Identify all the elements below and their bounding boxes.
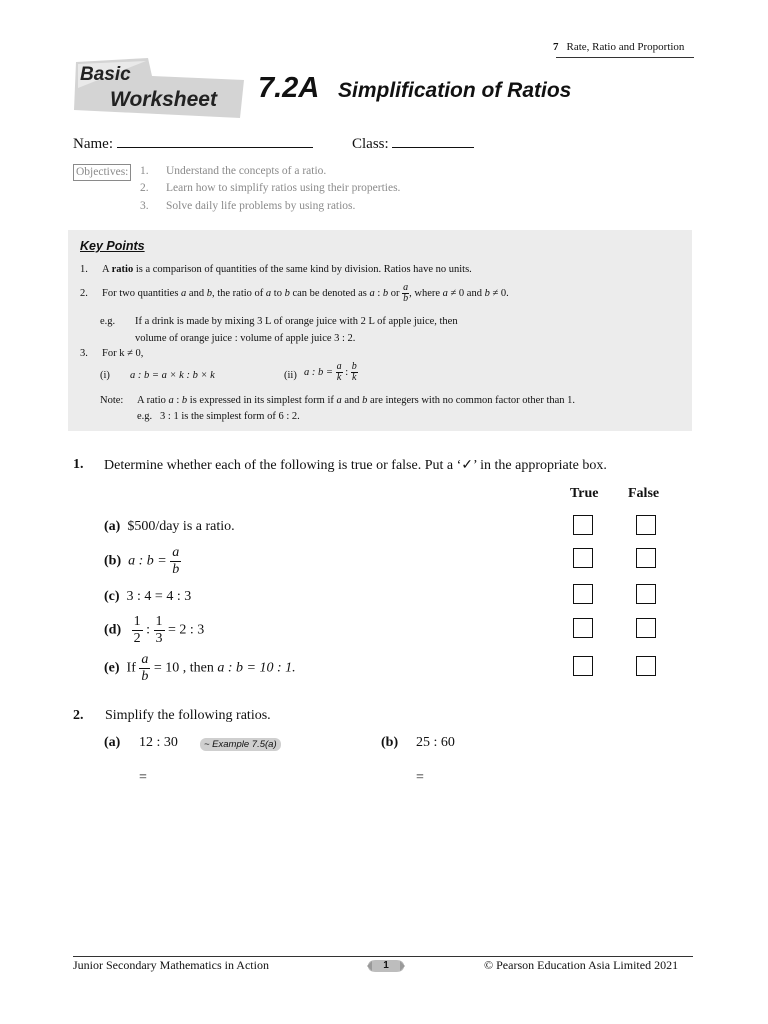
chapter-number: 7 [553, 41, 559, 53]
example-reference-tag: ~ Example 7.5(a) [200, 738, 281, 751]
q1-item-e: (e) If $\frac{a}{b}$ = 10 , then a : b = 10 : 1. [104, 652, 296, 684]
false-checkbox-a[interactable] [636, 515, 656, 535]
q1-item-a: (a) $500/day is a ratio. [104, 519, 235, 534]
q1-item-c: (c) 3 : 4 = 4 : 3 [104, 589, 192, 604]
name-blank[interactable] [117, 133, 313, 148]
fraction-a-over-k: $\frac{a}{k}$ [336, 361, 342, 383]
key-point-3-ii: a : b = $\frac{a}{k}$ : $\frac{b}{k}$ [304, 361, 357, 383]
key-point-example-label: e.g. [100, 316, 116, 327]
q1-prompt: Determine whether each of the following is true or false. Put a ‘✓’ in the appropriate box. [104, 458, 607, 473]
false-checkbox-e[interactable] [636, 656, 656, 676]
objective-item: 2. Learn how to simplify ratios using their properties. [140, 182, 401, 194]
key-point-3: 3. For k ≠ 0, [80, 348, 144, 359]
page-number: 1 [383, 960, 389, 971]
key-point-example-line2: volume of orange juice : volume of apple juice 3 : 2. [135, 333, 356, 344]
fraction-a-over-b: $\frac{a}{b}$ [403, 282, 409, 304]
class-field[interactable] [352, 133, 474, 153]
q2-a-label: (a) [104, 735, 121, 750]
false-checkbox-c[interactable] [636, 584, 656, 604]
q2-number: 2. [73, 708, 84, 723]
section-number: 7.2A [258, 72, 320, 104]
note-text: A ratio a : b is expressed in its simplest form if a and b are integers with no common factor other than 1. [137, 395, 576, 406]
q2-b-label: (b) [381, 735, 399, 750]
false-checkbox-d[interactable] [636, 618, 656, 638]
key-point-3-i-expr: a : b = a × k : b × k [130, 370, 215, 381]
name-field[interactable] [73, 133, 313, 153]
key-point-1: 1. A ratio is a comparison of quantities of the same kind by division. Ratios have no units. [80, 264, 472, 275]
fraction-one-third: $\frac{1}{3}$ [155, 614, 163, 646]
key-point-example-line1: If a drink is made by mixing 3 L of orange juice with 2 L of apple juice, then [135, 316, 458, 327]
class-label: Class: [352, 136, 389, 152]
footer-book-title: Junior Secondary Mathematics in Action [73, 958, 269, 972]
objective-item: 3. Solve daily life problems by using ratios. [140, 200, 356, 212]
q2-a-equals: = [139, 770, 147, 785]
note-example: e.g. 3 : 1 is the simplest form of 6 : 2. [137, 411, 300, 422]
false-checkbox-b[interactable] [636, 548, 656, 568]
q1-item-b: (b) a : b = $\frac{a}{b}$ [104, 545, 180, 577]
badge-line-worksheet: Worksheet [110, 88, 217, 111]
fraction-a-over-b: $\frac{a}{b}$ [141, 652, 149, 684]
q2-b-equals: = [416, 770, 424, 785]
true-checkbox-d[interactable] [573, 618, 593, 638]
objectives-label: Objectives: [73, 164, 131, 181]
objective-item: 1. Understand the concepts of a ratio. [140, 165, 327, 177]
q2-prompt: Simplify the following ratios. [105, 708, 271, 723]
true-checkbox-a[interactable] [573, 515, 593, 535]
true-checkbox-b[interactable] [573, 548, 593, 568]
q1-number: 1. [73, 457, 84, 472]
key-point-3-ii-label: (ii) [284, 370, 297, 381]
fraction-b-over-k: $\frac{b}{k}$ [351, 361, 357, 383]
true-checkbox-e[interactable] [573, 656, 593, 676]
note-label: Note: [100, 395, 124, 406]
class-blank[interactable] [392, 133, 474, 148]
q2-a-expr: 12 : 30 [139, 735, 178, 750]
key-points-title: Key Points [80, 239, 145, 253]
column-true: True [570, 486, 599, 501]
footer-rule [73, 956, 693, 957]
badge-line-basic: Basic [80, 64, 131, 85]
fraction-one-half: $\frac{1}{2}$ [133, 614, 141, 646]
footer-copyright: © Pearson Education Asia Limited 2021 [484, 958, 679, 972]
q1-item-d: (d) $\frac{1}{2}$ : $\frac{1}{3}$ = 2 : 3 [104, 614, 205, 646]
name-label: Name: [73, 136, 113, 152]
key-point-3-i-label: (i) [100, 370, 110, 381]
chapter-title: Rate, Ratio and Proportion [566, 41, 685, 53]
column-false: False [628, 486, 660, 501]
header-rule [556, 57, 694, 58]
key-point-2: 2. For two quantities a and b, the ratio of a to b can be denoted as a : b or $\frac{a}{b}$ , where a ≠ 0 and b ≠ 0. [80, 282, 509, 304]
true-checkbox-c[interactable] [573, 584, 593, 604]
chapter-header [553, 41, 684, 53]
section-title: Simplification of Ratios [338, 79, 572, 102]
q2-b-expr: 25 : 60 [416, 735, 455, 750]
fraction-a-over-b: $\frac{a}{b}$ [172, 545, 180, 577]
